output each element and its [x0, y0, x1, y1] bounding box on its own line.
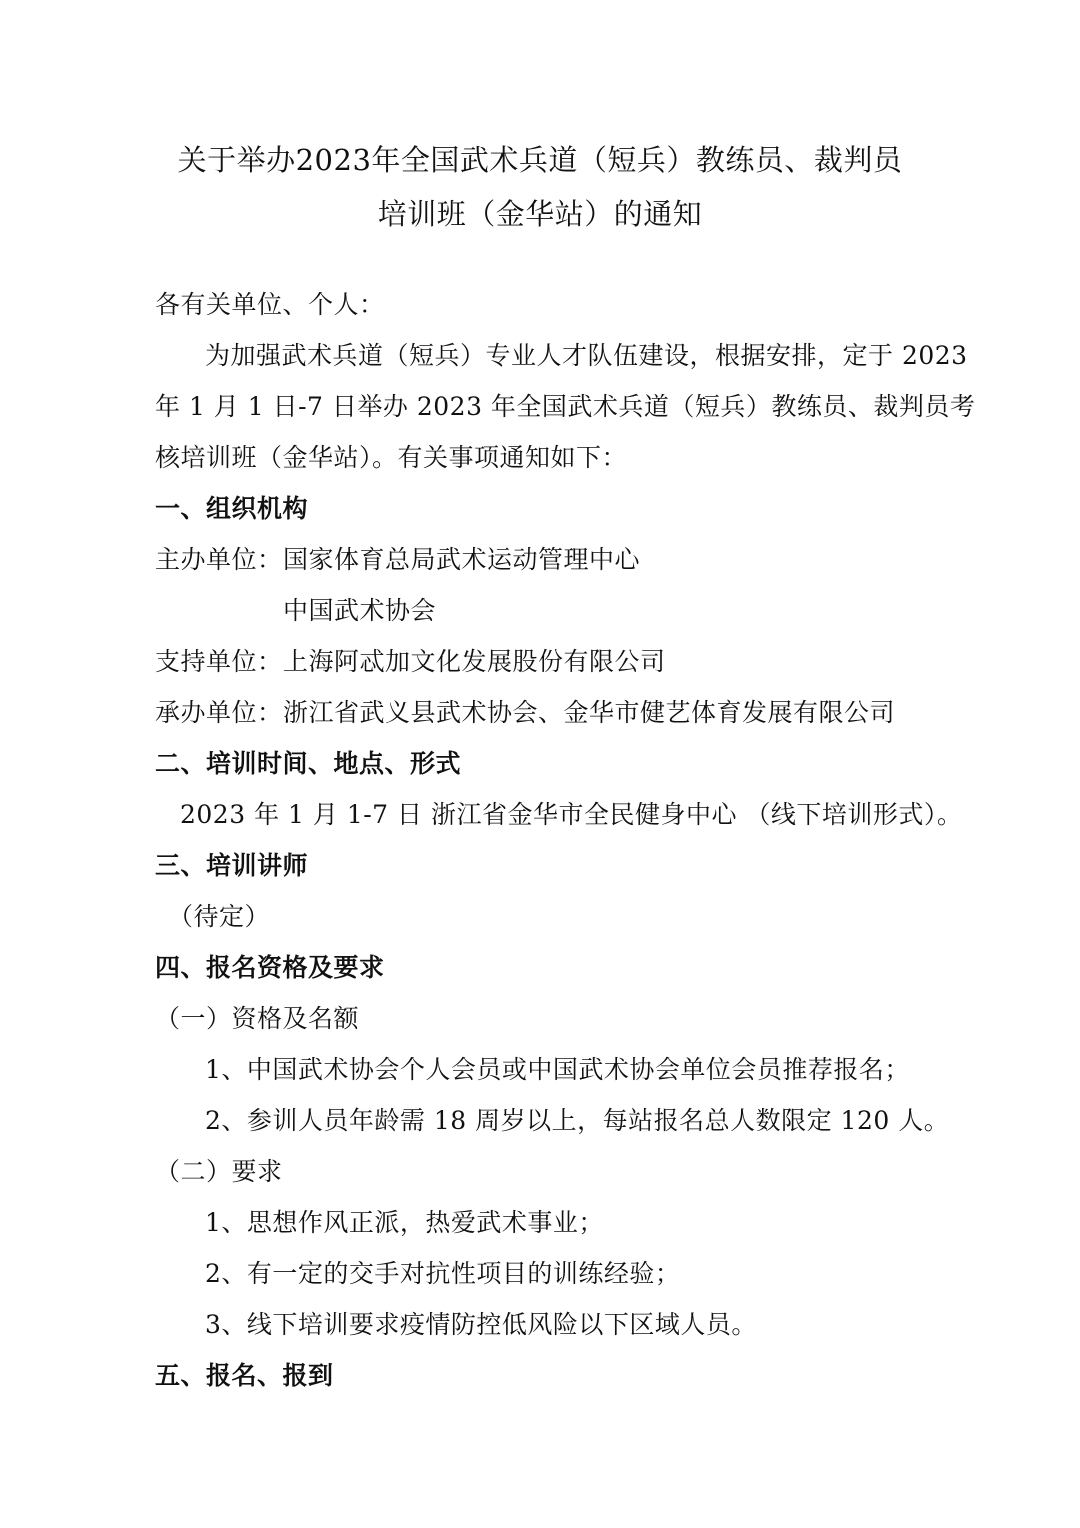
- organizer-label: 承办单位：: [155, 698, 283, 727]
- host-value-2: 中国武术协会: [283, 596, 437, 625]
- organizer-value: 浙江省武义县武术协会、金华市健艺体育发展有限公司: [283, 698, 896, 727]
- section-4-sub-2-heading: （二）要求: [155, 1157, 283, 1186]
- section-4-sub-1-item-2: 2、参训人员年龄需 18 周岁以上，每站报名总人数限定 120 人。: [205, 1106, 950, 1135]
- document-title-line-2: 培训班（金华站）的通知: [377, 197, 703, 231]
- document-title-line-1: 关于举办2023年全国武术兵道（短兵）教练员、裁判员: [177, 143, 903, 177]
- intro-line-1: 为加强武术兵道（短兵）专业人才队伍建设，根据安排，定于 2023: [205, 341, 968, 370]
- section-4-sub-2-item-1: 1、思想作风正派，热爱武术事业；: [205, 1208, 604, 1237]
- host-value-1: 国家体育总局武术运动管理中心: [283, 545, 641, 574]
- salutation: 各有关单位、个人：: [155, 290, 385, 319]
- section-3-body: （待定）: [168, 902, 271, 931]
- section-4-sub-1-item-1: 1、中国武术协会个人会员或中国武术协会单位会员推荐报名；: [205, 1055, 910, 1084]
- section-4-sub-1-heading: （一）资格及名额: [155, 1004, 360, 1033]
- section-3-heading: 三、培训讲师: [155, 851, 309, 880]
- support-value: 上海阿忒加文化发展股份有限公司: [283, 647, 666, 676]
- section-2-body: 2023 年 1 月 1-7 日 浙江省金华市全民健身中心 （线下培训形式）。: [180, 800, 963, 829]
- section-4-sub-2-item-2: 2、有一定的交手对抗性项目的训练经验；: [205, 1259, 681, 1288]
- section-4-sub-2-item-3: 3、线下培训要求疫情防控低风险以下区域人员。: [205, 1310, 757, 1339]
- section-1-heading: 一、组织机构: [155, 494, 309, 523]
- section-4-heading: 四、报名资格及要求: [155, 953, 385, 982]
- section-5-heading: 五、报名、报到: [155, 1361, 334, 1390]
- intro-line-2: 年 1 月 1 日-7 日举办 2023 年全国武术兵道（短兵）教练员、裁判员考: [155, 392, 976, 421]
- intro-line-3: 核培训班（金华站）。有关事项通知如下：: [155, 443, 628, 472]
- host-label: 主办单位：: [155, 545, 283, 574]
- support-label: 支持单位：: [155, 647, 283, 676]
- section-2-heading: 二、培训时间、地点、形式: [155, 749, 462, 778]
